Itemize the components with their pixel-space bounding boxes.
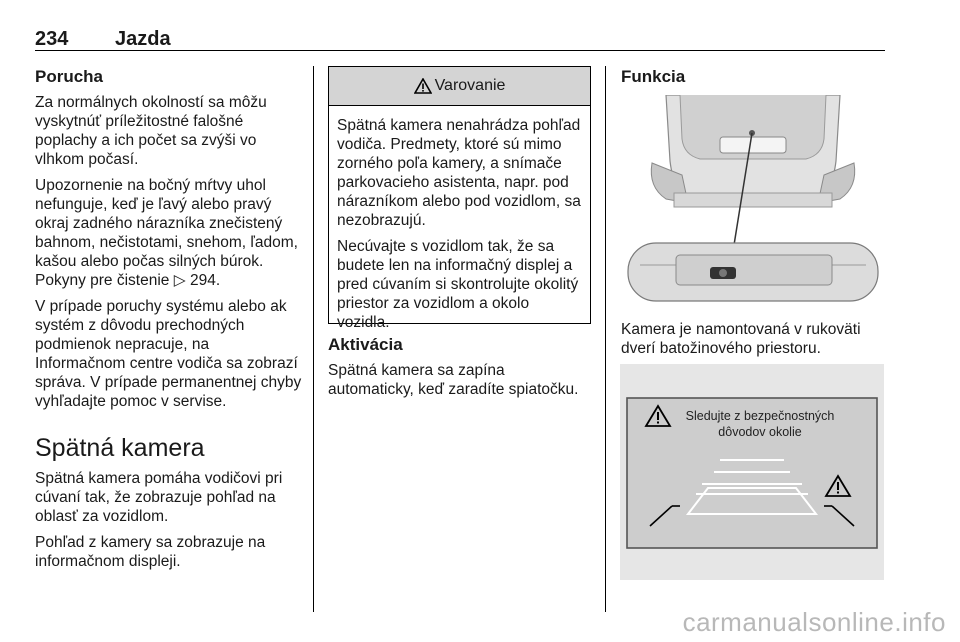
function-heading: Funkcia [621, 67, 686, 86]
page-header [35, 28, 885, 51]
function-heading-block [621, 66, 889, 93]
display-message-line1: Sledujte z bezpečnostných [685, 409, 835, 423]
porucha-paragraph-2: Upozornenie na bočný mŕtvy uhol nefunguje, keď je ľavý alebo pravý okraj zadného nárazníka znečistený bahnom, nečistotami, snehom, ľadom, kašou alebo počas silných búrok. Pokyny pre čistenie ▷ 294. [35, 177, 298, 289]
function-paragraph: Kamera je namontovaná v rukoväti dverí batožinového priestoru. [621, 321, 861, 357]
camera-display-illustration [620, 364, 884, 580]
function-text-block [621, 320, 889, 365]
warning-box [328, 66, 591, 331]
page-number: 234 [35, 28, 69, 50]
section-title: Jazda [115, 28, 171, 50]
camera-paragraph-2: Pohľad z kamery sa zobrazuje na informačnom displeji. [35, 534, 266, 570]
warning-icon [414, 78, 432, 94]
left-column [35, 66, 303, 578]
activation-section [328, 334, 593, 406]
porucha-heading: Porucha [35, 67, 104, 86]
display-message-line2: dôvodov okolie [718, 425, 802, 439]
warning-paragraph-2: Necúvajte s vozidlom tak, že sa budete len na informačný displej a pred cúvaním si skontrolujte okolitý priestor za vozidlom a okolo vozidla. [337, 238, 579, 331]
column-divider-right [605, 66, 606, 612]
warning-body [329, 106, 590, 332]
camera-paragraph-1: Spätná kamera pomáha vodičovi pri cúvaní tak, že zobrazuje pohľad na oblasť za vozidlom. [35, 470, 283, 525]
porucha-paragraph-1: Za normálnych okolností sa môžu vyskytnúť príležitostné falošné poplachy a ich počet sa zvýši vo vlhkom počasí. [35, 94, 267, 168]
porucha-paragraph-3: V prípade poruchy systému alebo ak systém z dôvodu prechodných podmienok nepracuje, na Informačnom centre vodiča sa zobrazí správa. V prípade permanentnej chyby vyhľadajte pomoc v servise. [35, 298, 302, 410]
rear-camera-location-illustration [622, 95, 884, 305]
warning-header [329, 67, 590, 106]
warning-title: Varovanie [434, 77, 506, 94]
watermark: carmanualsonline.info [682, 607, 946, 637]
page-reference-icon: ▷ [173, 272, 186, 289]
porucha-paragraph-2-text: Upozornenie na bočný mŕtvy uhol nefunguje, keď je ľavý alebo pravý okraj zadného nárazníka znečistený bahnom, nečistotami, snehom, ľadom, kašou alebo počas silných búrok. Pokyny pre čistenie [35, 177, 298, 289]
warning-paragraph-1: Spätná kamera nenahrádza pohľad vodiča. Predmety, ktoré sú mimo zorného poľa kamery, a snímače parkovacieho asistenta, napr. pod nárazníkom alebo pod vozidlom, sa nezobrazujú. [337, 117, 581, 229]
column-divider-left [313, 66, 314, 612]
activation-heading: Aktivácia [328, 335, 403, 354]
page-reference-link[interactable]: 294 [189, 272, 216, 289]
activation-paragraph: Spätná kamera sa zapína automaticky, keď zaradíte spiatočku. [328, 362, 579, 398]
camera-heading: Spätná kamera [35, 434, 205, 462]
